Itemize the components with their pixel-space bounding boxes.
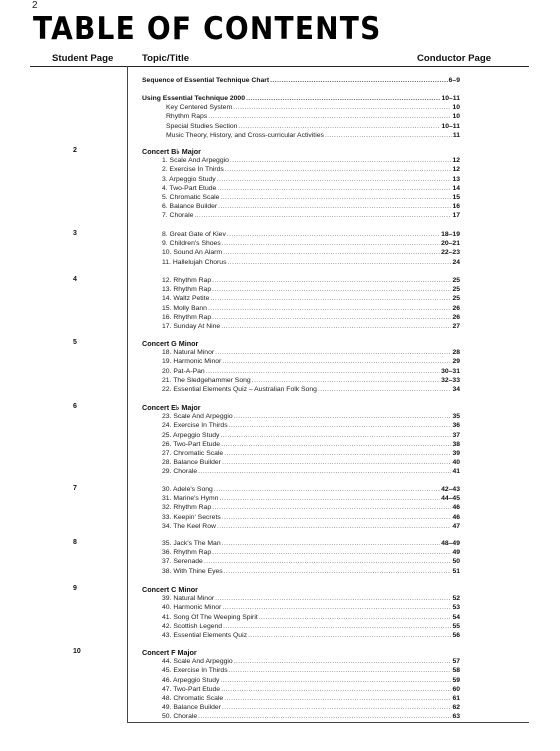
dot-leader <box>222 357 451 366</box>
toc-entry <box>162 494 460 503</box>
section-heading: Concert F Major <box>142 648 197 657</box>
header-rule <box>30 66 529 67</box>
entry-title: 11. Hallelujah Chorus <box>162 258 227 266</box>
dot-leader <box>259 613 452 622</box>
dot-leader <box>212 503 451 512</box>
dot-leader <box>222 239 440 248</box>
student-page-number: 8 <box>73 539 77 546</box>
entry-title: 34. The Keel Row <box>162 522 216 530</box>
toc-entry <box>162 440 460 449</box>
entry-title: 46. Arpeggio Study <box>162 676 220 684</box>
conductor-page-number: 50 <box>452 558 460 566</box>
dot-leader <box>220 431 451 440</box>
conductor-page-number: 40 <box>452 459 460 467</box>
toc-entry <box>162 449 460 458</box>
section-heading: Concert B♭ Major <box>142 147 201 156</box>
dot-leader <box>212 285 451 294</box>
conductor-page-number: 44–45 <box>441 495 460 503</box>
toc-entry <box>162 548 460 557</box>
toc-entry <box>162 165 460 174</box>
conductor-page-number: 48–49 <box>441 540 460 547</box>
dot-leader <box>217 184 451 193</box>
conductor-page-number: 10 <box>452 104 460 112</box>
entry-title: 22. Essential Elements Quiz – Australian Folk Song <box>162 386 317 393</box>
dot-leader <box>234 412 452 421</box>
toc-entry <box>162 513 460 522</box>
conductor-page-number: 53 <box>452 604 460 612</box>
entry-title: 45. Exercise In Thirds <box>162 667 228 675</box>
dot-leader <box>229 421 452 430</box>
conductor-page-number: 12 <box>452 166 460 174</box>
dot-leader <box>225 165 452 174</box>
toc-entry <box>162 294 460 303</box>
entry-title: 48. Chromatic Scale <box>162 695 224 702</box>
entry-title: 38. With Thine Eyes <box>162 567 223 575</box>
conductor-page-number: 56 <box>452 632 460 639</box>
dot-leader <box>224 567 452 576</box>
conductor-page-number: 24 <box>452 258 460 266</box>
toc-entry <box>162 622 460 631</box>
entry-title: 31. Marine's Hymn <box>162 495 219 503</box>
conductor-page-number: 46 <box>452 504 460 512</box>
conductor-page-number: 46 <box>452 513 460 521</box>
column-header-topic-title: Topic/Title <box>142 53 190 64</box>
entry-title: 36. Rhythm Rap <box>162 549 212 557</box>
conductor-page-number: 47 <box>452 522 460 530</box>
toc-entry <box>162 522 460 531</box>
toc-entry <box>162 230 460 239</box>
conductor-page-number: 62 <box>452 704 460 712</box>
entry-title: 4. Two-Part Etude <box>162 184 217 192</box>
entry-title: 33. Keepin' Secrets <box>162 513 221 521</box>
dot-leader <box>325 131 452 140</box>
entry-title: 43. Essential Elements Quiz <box>162 632 248 639</box>
entry-title: 26. Two-Part Etude <box>162 440 221 448</box>
toc-entry <box>162 348 460 357</box>
section-heading: Concert E♭ Major <box>142 403 201 412</box>
conductor-page-number: 63 <box>452 713 460 721</box>
toc-entry <box>162 156 460 165</box>
conductor-page-number: 59 <box>452 676 460 684</box>
entry-title: 29. Chorale <box>162 468 198 476</box>
conductor-page-number: 27 <box>452 323 460 330</box>
toc-entry <box>162 657 460 666</box>
conductor-page-number: 55 <box>452 622 460 630</box>
entry-title: 14. Waltz Petite <box>162 295 210 303</box>
dot-leader <box>214 485 440 494</box>
toc-entry <box>162 631 460 640</box>
student-page-number: 10 <box>73 648 81 655</box>
conductor-page-number: 51 <box>452 567 460 575</box>
dot-leader <box>227 258 451 267</box>
entry-title: 37. Serenade <box>162 558 203 566</box>
conductor-page-number: 57 <box>452 658 460 666</box>
toc-entry <box>162 539 460 548</box>
entry-title: 47. Two-Part Etude <box>162 685 221 693</box>
conductor-page-number: 16 <box>452 203 460 211</box>
toc-entry <box>162 211 460 220</box>
conductor-page-number: 25 <box>452 295 460 303</box>
entry-title: 7. Chorale <box>162 212 194 220</box>
dot-leader <box>223 622 451 631</box>
entry-title: 20. Pat-A-Pan <box>162 367 205 375</box>
dot-leader <box>248 631 451 640</box>
column-header-conductor-page: Conductor Page <box>417 53 492 64</box>
dot-leader <box>222 458 451 467</box>
entry-title: 21. The Sledgehammer Song <box>162 376 251 384</box>
conductor-page-number: 29 <box>452 358 460 366</box>
conductor-page-number: 10–11 <box>441 122 460 130</box>
dot-leader <box>194 211 451 220</box>
entry-title: 39. Natural Minor <box>162 595 215 603</box>
toc-entry <box>162 467 460 476</box>
toc-entry <box>162 285 460 294</box>
conductor-page-number: 61 <box>452 695 460 702</box>
conductor-page-number: 26 <box>452 304 460 312</box>
entry-title: 17. Sunday At Nine <box>162 323 221 330</box>
page-title: TABLE OF CONTENTS <box>33 10 382 48</box>
toc-entry <box>162 458 460 467</box>
dot-leader <box>221 440 451 449</box>
toc-entry <box>162 202 460 211</box>
toc-entry <box>162 376 460 385</box>
toc-entry <box>162 567 460 576</box>
toc-entry <box>162 594 460 603</box>
page-number: 2 <box>32 0 38 11</box>
column-divider <box>127 66 128 722</box>
dot-leader <box>206 367 440 376</box>
conductor-page-number: 35 <box>452 413 460 421</box>
entry-title: 3. Arpeggio Study <box>162 175 216 183</box>
entry-title: 12. Rhythm Rap <box>162 277 212 284</box>
entry-title: 42. Scottish Legend <box>162 622 223 630</box>
toc-entry <box>162 184 460 193</box>
section-heading: Concert C Minor <box>142 585 198 594</box>
dot-leader <box>220 193 451 202</box>
conductor-page-number: 52 <box>452 595 460 603</box>
entry-title: 32. Rhythm Rap <box>162 504 212 512</box>
toc-entry <box>166 112 460 121</box>
entry-title: 8. Great Gate of Kiev <box>162 231 226 238</box>
entry-title: 44. Scale And Arpeggio <box>162 658 233 666</box>
entry-title: 23. Scale And Arpeggio <box>162 413 233 421</box>
student-page-number: 7 <box>73 485 77 492</box>
conductor-page-number: 6–9 <box>448 77 460 84</box>
dot-leader <box>234 657 452 666</box>
toc-entry <box>162 385 460 394</box>
conductor-page-number: 36 <box>452 422 460 430</box>
dot-leader <box>212 276 451 285</box>
conductor-page-number: 11 <box>452 131 460 139</box>
toc-entry <box>162 239 460 248</box>
conductor-page-number: 28 <box>452 349 460 357</box>
conductor-page-number: 49 <box>452 549 460 557</box>
toc-entry <box>162 175 460 184</box>
conductor-page-number: 39 <box>452 450 460 457</box>
toc-entry <box>162 676 460 685</box>
entry-title: Music Theory, History, and Cross-curricular Activities <box>166 131 324 139</box>
entry-title: 10. Sound An Alarm <box>162 249 223 257</box>
dot-leader <box>222 539 440 548</box>
dot-leader <box>224 449 451 458</box>
entry-title: 9. Children's Shoes <box>162 240 221 248</box>
toc-entry <box>162 712 460 721</box>
dot-leader <box>217 522 452 531</box>
dot-leader <box>233 103 451 112</box>
dot-leader <box>215 348 451 357</box>
dot-leader <box>220 676 451 685</box>
toc-entry <box>162 421 460 430</box>
section-heading: Concert G Minor <box>142 339 199 348</box>
toc-entry <box>162 694 460 703</box>
dot-leader <box>198 467 451 476</box>
conductor-page-number: 42–43 <box>441 486 460 493</box>
toc-entry <box>162 685 460 694</box>
dot-leader <box>217 175 452 184</box>
toc-entry <box>162 276 460 285</box>
conductor-page-number: 10–11 <box>441 95 460 102</box>
dot-leader <box>204 557 452 566</box>
dot-leader <box>218 202 451 211</box>
conductor-page-number: 32–33 <box>441 376 460 384</box>
entry-title: 19. Harmonic Minor <box>162 358 222 366</box>
dot-leader <box>198 712 451 721</box>
dot-leader <box>222 703 451 712</box>
dot-leader <box>215 594 451 603</box>
entry-title: 15. Molly Bann <box>162 304 207 312</box>
conductor-page-number: 17 <box>452 212 460 220</box>
dot-leader <box>221 685 451 694</box>
dot-leader <box>238 122 440 131</box>
conductor-page-number: 13 <box>452 175 460 183</box>
dot-leader <box>221 322 451 331</box>
toc-entry <box>162 485 460 494</box>
toc-entry-intro <box>142 94 460 103</box>
conductor-page-number: 41 <box>452 468 460 476</box>
dot-leader <box>210 294 451 303</box>
toc-entry <box>162 412 460 421</box>
student-page-number: 2 <box>73 147 77 154</box>
conductor-page-number: 26 <box>452 313 460 321</box>
entry-title: 24. Exercise In Thirds <box>162 422 228 430</box>
entry-title: 18. Natural Minor <box>162 349 215 357</box>
conductor-page-number: 20–21 <box>441 240 460 248</box>
dot-leader <box>227 230 440 239</box>
dot-leader <box>222 603 451 612</box>
dot-leader <box>223 248 440 257</box>
dot-leader <box>222 513 452 522</box>
toc-entry <box>162 503 460 512</box>
entry-title: 50. Chorale <box>162 713 198 721</box>
toc-entry <box>162 367 460 376</box>
dot-leader <box>219 494 440 503</box>
entry-title: 1. Scale And Arpeggio <box>162 157 229 165</box>
toc-entry <box>162 313 460 322</box>
entry-title: 6. Balance Builder <box>162 203 218 211</box>
conductor-page-number: 34 <box>452 386 460 393</box>
entry-title: Key Centered System <box>166 104 233 112</box>
conductor-page-number: 14 <box>452 184 460 192</box>
conductor-page-number: 60 <box>452 685 460 693</box>
dot-leader <box>208 304 451 313</box>
dot-leader <box>229 666 452 675</box>
entry-title: Special Studies Section <box>166 122 238 130</box>
dot-leader <box>318 385 452 394</box>
entry-title: 41. Song Of The Weeping Spirit <box>162 613 258 621</box>
student-page-number: 6 <box>73 403 77 410</box>
toc-entry <box>162 613 460 622</box>
conductor-page-number: 37 <box>452 431 460 439</box>
column-header-student-page: Student Page <box>52 53 114 64</box>
dot-leader <box>270 76 448 85</box>
conductor-page-number: 58 <box>452 667 460 675</box>
bottom-rule <box>127 722 529 723</box>
entry-title: 25. Arpeggio Study <box>162 431 220 439</box>
entry-title: 49. Balance Builder <box>162 704 221 712</box>
student-page-number: 5 <box>73 339 77 346</box>
conductor-page-number: 12 <box>452 157 460 165</box>
toc-entry <box>162 304 460 313</box>
conductor-page-number: 10 <box>452 113 460 121</box>
entry-title: 5. Chromatic Scale <box>162 194 220 201</box>
entry-title: 2. Exercise In Thirds <box>162 166 224 174</box>
entry-title: 28. Balance Builder <box>162 459 221 467</box>
student-page-number: 9 <box>73 585 77 592</box>
entry-title: 40. Harmonic Minor <box>162 604 222 612</box>
dot-leader <box>252 376 440 385</box>
toc-entry-intro <box>142 76 460 85</box>
entry-title: 16. Rhythm Rap <box>162 313 212 321</box>
dot-leader <box>212 548 451 557</box>
entry-title: 35. Jack's The Man <box>162 540 221 547</box>
toc-entry <box>162 258 460 267</box>
conductor-page-number: 30–31 <box>441 367 460 375</box>
dot-leader <box>208 112 451 121</box>
toc-entry <box>162 703 460 712</box>
conductor-page-number: 22–23 <box>441 249 460 257</box>
entry-title: Using Essential Technique 2000 <box>142 95 245 102</box>
toc-entry <box>162 666 460 675</box>
toc-entry <box>166 122 460 131</box>
entry-title: 30. Adele's Song <box>162 486 213 493</box>
toc-entry <box>162 557 460 566</box>
student-page-number: 3 <box>73 230 77 237</box>
dot-leader <box>224 694 451 703</box>
conductor-page-number: 18–19 <box>441 231 460 238</box>
entry-title: 13. Rhythm Rap <box>162 286 212 294</box>
conductor-page-number: 54 <box>452 613 460 621</box>
conductor-page-number: 25 <box>452 277 460 284</box>
toc-entry <box>162 357 460 366</box>
dot-leader <box>230 156 452 165</box>
conductor-page-number: 25 <box>452 286 460 294</box>
toc-entry <box>166 131 460 140</box>
toc-entry <box>162 431 460 440</box>
student-page-number: 4 <box>73 276 77 283</box>
toc-entry <box>162 248 460 257</box>
toc-entry <box>162 193 460 202</box>
entry-title: Sequence of Essential Technique Chart <box>142 77 270 84</box>
entry-title: 27. Chromatic Scale <box>162 450 224 457</box>
toc-entry <box>166 103 460 112</box>
toc-entry <box>162 603 460 612</box>
conductor-page-number: 38 <box>452 440 460 448</box>
toc-entry <box>162 322 460 331</box>
dot-leader <box>212 313 451 322</box>
dot-leader <box>246 94 440 103</box>
entry-title: Rhythm Raps <box>166 113 208 121</box>
conductor-page-number: 15 <box>452 194 460 201</box>
